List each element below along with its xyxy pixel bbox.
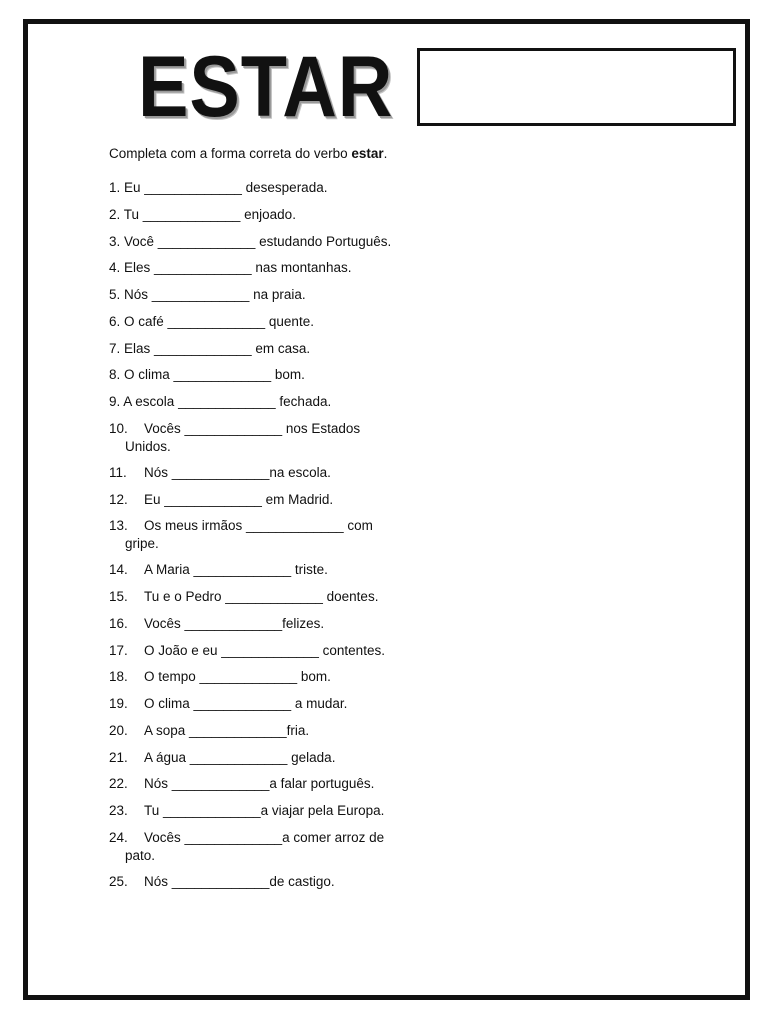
exercise-item: 23. Tu _____________a viajar pela Europa. — [109, 803, 385, 818]
exercise-item: 5. Nós _____________ na praia. — [109, 287, 306, 302]
exercise-item: 6. O café _____________ quente. — [109, 314, 314, 329]
exercise-item: 9. A escola _____________ fechada. — [109, 394, 332, 409]
exercise-item: 14. A Maria _____________ triste. — [109, 562, 328, 577]
exercise-item: 15. Tu e o Pedro _____________ doentes. — [109, 589, 379, 604]
exercise-item: 11. Nós _____________na escola. — [109, 465, 331, 480]
exercise-item: 24. Vocês _____________a comer arroz de pato. — [109, 830, 385, 863]
worksheet-title: ESTAR — [138, 39, 394, 135]
exercise-item: 25. Nós _____________de castigo. — [109, 874, 335, 889]
instruction-text: Completa com a forma correta do verbo estar. — [109, 146, 388, 161]
exercise-item: 7. Elas _____________ em casa. — [109, 341, 311, 356]
exercise-item: 19. O clima _____________ a mudar. — [109, 696, 348, 711]
exercise-item: 8. O clima _____________ bom. — [109, 367, 305, 382]
exercise-item: 13. Os meus irmãos _____________ com gripe. — [109, 518, 373, 551]
instruction-verb: estar — [351, 146, 384, 161]
exercise-item: 3. Você _____________ estudando Português. — [109, 234, 392, 249]
exercise-item: 16. Vocês _____________felizes. — [109, 616, 325, 631]
exercise-item: 22. Nós _____________a falar português. — [109, 776, 375, 791]
exercise-item: 12. Eu _____________ em Madrid. — [109, 492, 334, 507]
exercise-item: 10. Vocês _____________ nos Estados Unidos. — [109, 421, 361, 454]
exercise-item: 1. Eu _____________ desesperada. — [109, 180, 328, 195]
exercise-item: 21. A água _____________ gelada. — [109, 750, 336, 765]
exercise-item: 2. Tu _____________ enjoado. — [109, 207, 296, 222]
exercise-item: 17. O João e eu _____________ contentes. — [109, 643, 385, 658]
name-box[interactable] — [417, 48, 736, 126]
exercise-item: 18. O tempo _____________ bom. — [109, 669, 331, 684]
exercise-item: 4. Eles _____________ nas montanhas. — [109, 260, 352, 275]
exercise-item: 20. A sopa _____________fria. — [109, 723, 310, 738]
